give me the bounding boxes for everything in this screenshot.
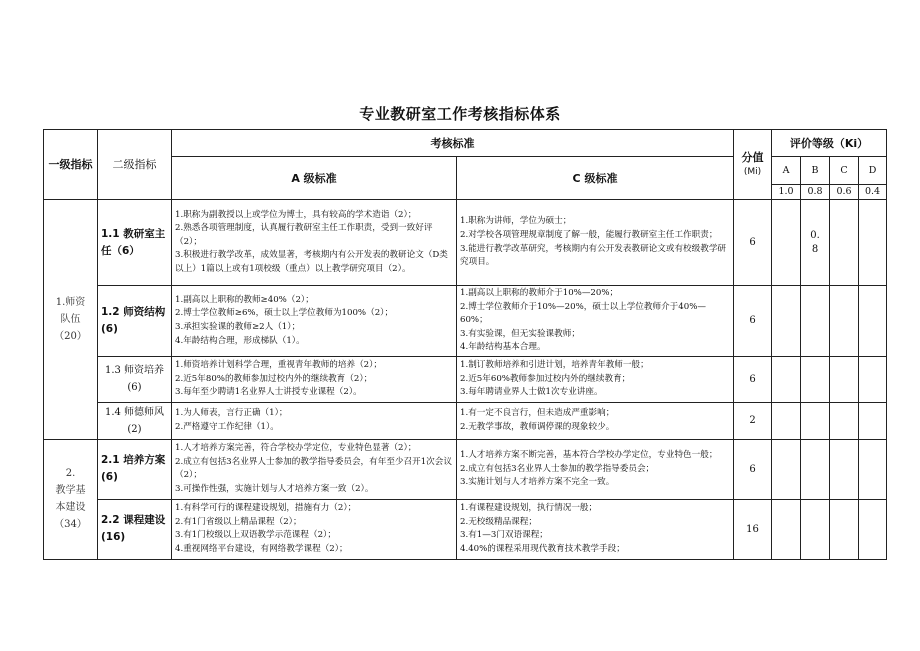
table-row: [44, 439, 887, 499]
a-standard-cell: [172, 356, 457, 402]
grade-cell: [830, 439, 859, 499]
category-cell: 2. 教学基 本建设 （34）: [44, 439, 98, 559]
grade-cell: [772, 439, 801, 499]
grade-cell: [830, 402, 859, 439]
table-row: [44, 286, 887, 357]
grade-cell: [801, 439, 830, 499]
c-item: 2.对学校各项管理规章制度了解一般，能履行教研室主任工作职责；: [460, 229, 718, 240]
a-item: 3.承担实验课的教师≥2人（1）；: [175, 321, 301, 332]
a-item: 3.积极进行教学改革，成效显著，考核期内有公开发表的教研论文（D类以上）1篇以上或有1项校级（重点）以上教学研究项目（2）。: [175, 250, 448, 274]
c-standard-cell: [457, 200, 734, 286]
a-standard-cell: [172, 439, 457, 499]
grade-value: 0.6: [830, 185, 859, 200]
grade-cell: [859, 402, 887, 439]
header-eval: 评价等级（Ki）: [772, 130, 887, 157]
c-item: 3.能进行教学改革研究，考核期内有公开发表教研论文或有校级教学研究项目。: [460, 243, 727, 268]
grade-cell: [801, 499, 830, 559]
header-level2: 二级指标: [98, 130, 172, 200]
a-item: 1.师资培养计划科学合理，重视青年教师的培养（2）；: [175, 360, 383, 371]
c-item: 4.40%的课程采用现代教育技术教学手段；: [460, 544, 625, 555]
score-cell: 6: [734, 286, 772, 357]
c-item: 1.制订教师培养和引进计划，培养青年教师一般；: [460, 360, 649, 371]
score-sub: (Mi): [743, 166, 762, 177]
c-item: 4.年龄结构基本合理。: [460, 342, 546, 353]
grade-cell: [859, 439, 887, 499]
table-row: [44, 402, 887, 439]
c-item: 2.博士学位教师介于10%—20%，硕士以上学位教师介于40%—60%；: [460, 301, 706, 326]
c-item: 2.近5年60%教师参加过校内外的继续教育；: [460, 373, 631, 384]
a-item: 1.有科学可行的课程建设规划，措施有力（2）；: [175, 503, 357, 514]
grade-cell-mark: 0.8: [801, 200, 830, 286]
c-item: 3.有实验课，但无实验课教师；: [460, 328, 580, 339]
evaluation-table: [43, 129, 887, 560]
subindicator-cell: 1.4 师德师风(2): [98, 402, 172, 439]
grade-cell: [801, 286, 830, 357]
a-standard-cell: [172, 200, 457, 286]
a-standard-cell: [172, 402, 457, 439]
c-item: 1.有课程建设规划，执行情况一般；: [460, 503, 598, 514]
a-item: 3.可操作性强，实施计划与人才培养方案一致（2）。: [175, 484, 374, 495]
grade-letter: A: [772, 157, 801, 185]
c-standard-cell: [457, 439, 734, 499]
grade-cell: [859, 499, 887, 559]
grade-value: 1.0: [772, 185, 801, 200]
grade-cell: [772, 499, 801, 559]
c-item: 1.人才培养方案不断完善，基本符合学校办学定位，专业特色一般；: [460, 450, 718, 461]
a-item: 3.有1门校级以上双语教学示范课程（2）；: [175, 530, 336, 541]
a-item: 4.重视网络平台建设，有网络教学课程（2）；: [175, 544, 348, 555]
header-c-standard: C 级标准: [457, 157, 734, 200]
header-score: [734, 130, 772, 200]
subindicator-cell: 2.2 课程建设(16): [98, 499, 172, 559]
score-cell: 16: [734, 499, 772, 559]
grade-cell: [772, 286, 801, 357]
c-item: 2.无校级精品课程；: [460, 516, 537, 527]
a-item: 2.成立有包括3名业界人士参加的教学指导委员会，有年至少召开1次会议（2）；: [175, 456, 452, 481]
a-standard-cell: [172, 499, 457, 559]
subindicator-cell: 1.1 教研室主任（6）: [98, 200, 172, 286]
grade-cell: [772, 356, 801, 402]
a-item: 1.副高以上职称的教师≥40%（2）；: [175, 294, 314, 305]
a-item: 2.近5年80%的教师参加过校内外的继续教育（2）；: [175, 373, 373, 384]
score-cell: 6: [734, 200, 772, 286]
a-item: 1.人才培养方案完善，符合学校办学定位，专业特色显著（2）；: [175, 443, 417, 454]
grade-letter: C: [830, 157, 859, 185]
c-item: 1.副高以上职称的教师介于10%—20%；: [460, 288, 619, 298]
grade-letter: D: [859, 157, 887, 185]
grade-cell: [801, 402, 830, 439]
grade-cell: [859, 356, 887, 402]
grade-cell: [859, 286, 887, 357]
c-standard-cell: [457, 356, 734, 402]
c-standard-cell: [457, 286, 734, 357]
c-item: 1.有一定不良言行，但未造成严重影响；: [460, 408, 615, 419]
grade-letter: B: [801, 157, 830, 185]
grade-cell: [772, 402, 801, 439]
a-item: 1.为人师表，言行正确（1）；: [175, 408, 288, 419]
score-cell: 2: [734, 402, 772, 439]
grade-cell: [801, 356, 830, 402]
score-cell: 6: [734, 439, 772, 499]
c-standard-cell: [457, 499, 734, 559]
subindicator-cell: 1.3 师资培养(6): [98, 356, 172, 402]
header-standard: 考核标准: [172, 130, 734, 157]
a-item: 2.博士学位教师≥6%，硕士以上学位教师为100%（2）；: [175, 308, 394, 319]
grade-cell: [830, 356, 859, 402]
grade-cell: [830, 200, 859, 286]
c-item: 1.职称为讲师，学位为硕士；: [460, 216, 572, 227]
subindicator-cell: 1.2 师资结构(6): [98, 286, 172, 357]
a-item: 2.熟悉各项管理制度，认真履行教研室主任工作职责，受到一致好评（2）；: [175, 223, 433, 247]
grade-cell: [859, 200, 887, 286]
c-standard-cell: [457, 402, 734, 439]
grade-value: 0.8: [801, 185, 830, 200]
category-cell: 1.师资 队伍 （20）: [44, 200, 98, 440]
c-item: 3.有1—3门双语课程；: [460, 530, 548, 541]
a-item: 4.年龄结构合理，形成梯队（1）。: [175, 335, 305, 346]
header-level1: 一级指标: [44, 130, 98, 200]
a-item: 1.职称为副教授以上或学位为博士，具有较高的学术造诣（2）；: [175, 209, 417, 220]
page-title: 专业教研室工作考核指标体系: [359, 105, 561, 123]
c-item: 3.实施计划与人才培养方案不完全一致。: [460, 477, 615, 488]
a-item: 2.有1门省级以上精品课程（2）；: [175, 516, 302, 527]
c-item: 2.无教学事故，教师调停课的现象较少。: [460, 421, 615, 432]
grade-cell: [830, 286, 859, 357]
grade-cell: [772, 200, 801, 286]
score-label: 分值: [741, 150, 764, 164]
a-item: 3.每年至少聘请1名业界人士讲授专业课程（2）。: [175, 387, 362, 398]
grade-value: 0.4: [859, 185, 887, 200]
header-a-standard: A 级标准: [172, 157, 457, 200]
a-standard-cell: [172, 286, 457, 357]
c-item: 3.每年聘请业界人士做1次专业讲座。: [460, 387, 603, 398]
table-row: [44, 356, 887, 402]
table-row: [44, 499, 887, 559]
c-item: 2.成立有包括3名业界人士参加的教学指导委员会；: [460, 463, 655, 474]
grade-cell: [830, 499, 859, 559]
subindicator-cell: 2.1 培养方案(6): [98, 439, 172, 499]
score-cell: 6: [734, 356, 772, 402]
a-item: 2.严格遵守工作纪律（1）。: [175, 421, 279, 432]
table-row: [44, 200, 887, 286]
